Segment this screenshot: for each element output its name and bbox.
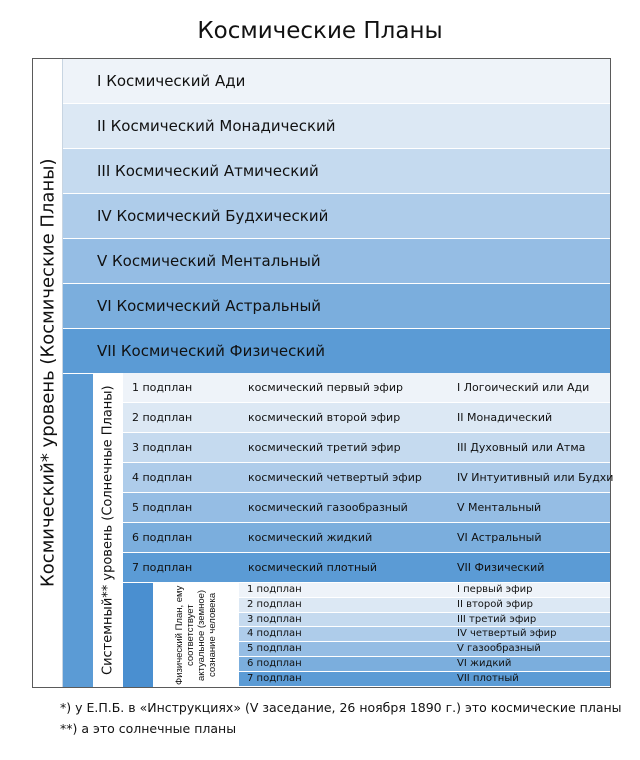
subplane-name: II второй эфир xyxy=(457,598,533,610)
subplane-number: 6 подплан xyxy=(132,531,193,544)
subplane-number: 6 подплан xyxy=(247,658,302,669)
cosmic-plane-row xyxy=(63,59,610,104)
subplane-number: 5 подплан xyxy=(132,501,193,514)
solar-subplane-row xyxy=(123,493,610,523)
subplane-number: 2 подплан xyxy=(132,411,193,424)
cosmic-level-column xyxy=(33,59,63,687)
solar-level-label: Системный** уровень (Солнечные Планы) xyxy=(100,385,116,675)
subplane-name: I первый эфир xyxy=(457,584,533,595)
cosmic-level-label: Космический* уровень (Космические Планы) xyxy=(37,158,59,588)
cosmic-plane-row xyxy=(63,239,610,284)
cosmic-plane-label: II Космический Монадический xyxy=(97,117,336,135)
physical-plane-column xyxy=(153,583,239,687)
solar-plane-name: II Монадический xyxy=(457,411,553,424)
subplane-name: космический газообразный xyxy=(248,501,408,514)
solar-subplane-row xyxy=(123,433,610,463)
subplane-name: космический второй эфир xyxy=(248,411,401,424)
cosmic-plane-row xyxy=(63,329,610,374)
cosmic-plane-label: I Космический Ади xyxy=(97,72,246,90)
cosmic-plane-label: IV Космический Будхический xyxy=(97,207,329,225)
cosmic-plane-row xyxy=(63,194,610,239)
solar-plane-name: IV Интуитивный или Будхи xyxy=(457,471,614,484)
cosmic-plane-row xyxy=(63,149,610,194)
subplane-name: VI жидкий xyxy=(457,658,512,669)
physical-subplane-row xyxy=(239,657,610,672)
subplane-number: 4 подплан xyxy=(247,628,302,640)
subplane-name: IV четвертый эфир xyxy=(457,628,557,640)
cosmic-plane-label: VII Космический Физический xyxy=(97,342,325,360)
physical-subplane-row xyxy=(239,613,610,628)
footnote: **) а это солнечные планы xyxy=(60,721,237,736)
subplane-name: космический жидкий xyxy=(248,531,373,544)
solar-subplane-row xyxy=(123,373,610,403)
subplane-number: 7 подплан xyxy=(132,561,193,574)
physical-subplane-row xyxy=(239,583,610,598)
subplane-number: 2 подплан xyxy=(247,598,302,610)
subplane-name: III третий эфир xyxy=(457,613,537,625)
footnotes xyxy=(60,697,622,739)
solar-plane-name: III Духовный или Атма xyxy=(457,441,586,454)
cosmic-physical-strip xyxy=(63,328,93,687)
physical-subplane-row xyxy=(239,627,610,642)
subplane-name: V газообразный xyxy=(457,643,541,655)
page-title: Космические Планы xyxy=(197,18,443,44)
solar-plane-name: V Ментальный xyxy=(457,501,542,514)
subplane-number: 5 подплан xyxy=(247,643,302,655)
solar-level-column xyxy=(93,373,123,687)
physical-subplane-row xyxy=(239,642,610,657)
subplane-name: космический третий эфир xyxy=(248,441,401,454)
solar-subplane-row xyxy=(123,403,610,433)
subplane-number: 7 подплан xyxy=(247,672,302,684)
subplane-number: 1 подплан xyxy=(247,584,302,595)
subplane-name: космический первый эфир xyxy=(248,381,403,394)
subplane-number: 4 подплан xyxy=(132,471,193,484)
cosmic-plane-row xyxy=(63,284,610,329)
footnote: *) у Е.П.Б. в «Инструкциях» (V заседание, 26 ноября 1890 г.) это космические планы xyxy=(60,700,622,715)
subplane-number: 1 подплан xyxy=(132,381,193,394)
solar-subplane-row xyxy=(123,463,614,493)
solar-physical-strip xyxy=(123,583,153,687)
solar-plane-name: VII Физический xyxy=(457,561,545,574)
subplane-number: 3 подплан xyxy=(132,441,193,454)
cosmic-plane-label: V Космический Ментальный xyxy=(97,252,321,270)
cosmic-plane-label: VI Космический Астральный xyxy=(97,297,322,315)
subplane-number: 3 подплан xyxy=(247,613,302,625)
physical-subplane-row xyxy=(239,598,610,613)
solar-plane-name: I Логоический или Ади xyxy=(457,381,590,394)
subplane-name: VII плотный xyxy=(457,672,519,684)
subplane-name: космический четвертый эфир xyxy=(248,471,422,484)
cosmic-plane-row xyxy=(63,104,610,149)
solar-subplane-row xyxy=(123,523,610,553)
subplane-name: космический плотный xyxy=(248,561,378,574)
solar-subplane-row xyxy=(123,553,610,583)
physical-subplane-row xyxy=(239,672,610,687)
physical-plane-label: Физический План, ему соответствует актуальное (земное) сознание человека xyxy=(174,585,218,685)
cosmic-plane-label: III Космический Атмический xyxy=(97,162,319,180)
solar-plane-name: VI Астральный xyxy=(457,531,542,544)
